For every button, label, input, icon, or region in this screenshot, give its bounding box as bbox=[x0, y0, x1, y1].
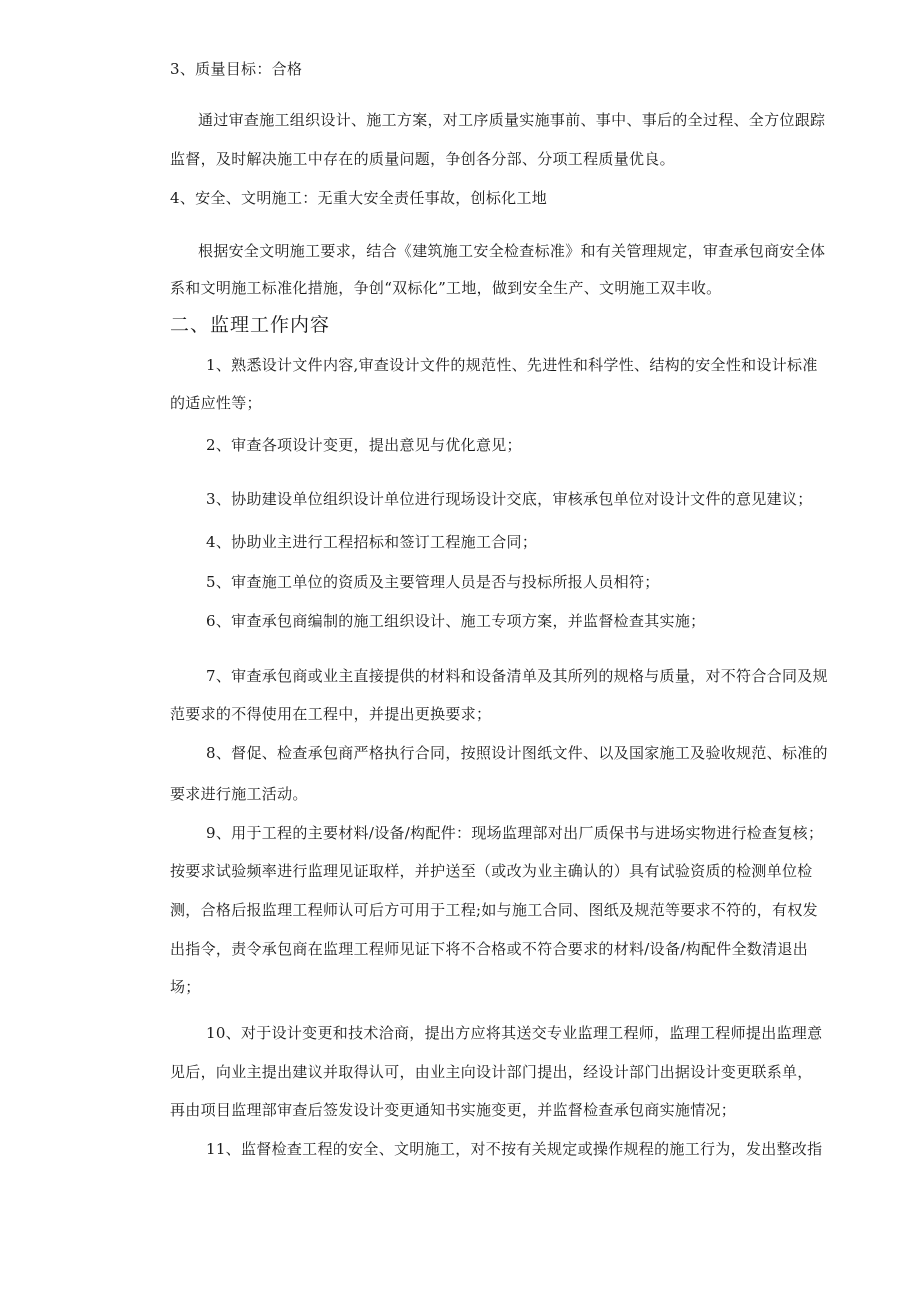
item-3-line: 3、协助建设单位组织设计单位进行现场设计交底，审核承包单位对设计文件的意见建议； bbox=[206, 490, 813, 508]
item-11-line: 11、监督检查工程的安全、文明施工，对不按有关规定或操作规程的施工行为，发出整改指 bbox=[206, 1140, 823, 1158]
item-6-line: 6、审查承包商编制的施工组织设计、施工专项方案，并监督检查其实施； bbox=[206, 612, 706, 630]
item-7-line: 7、审查承包商或业主直接提供的材料和设备清单及其所列的规格与质量，对不符合合同及规 bbox=[206, 667, 828, 685]
item-4-line: 4、协助业主进行工程招标和签订工程施工合同； bbox=[206, 533, 538, 551]
item-5-line: 5、审查施工单位的资质及主要管理人员是否与投标所报人员相符； bbox=[206, 573, 660, 591]
item-1-line: 1、熟悉设计文件内容,审查设计文件的规范性、先进性和科学性、结构的安全性和设计标准 bbox=[206, 356, 818, 374]
section-4-title: 4、安全、文明施工：无重大安全责任事故，创标化工地 bbox=[170, 189, 548, 207]
item-9-line: 测，合格后报监理工程师认可后方可用于工程;如与施工合同、图纸及规范等要求不符的，有权发 bbox=[170, 901, 818, 919]
section-4-paragraph-line: 系和文明施工标准化措施，争创“双标化”工地，做到安全生产、文明施工双丰收。 bbox=[170, 279, 722, 297]
item-9-line: 9、用于工程的主要材料/设备/构配件：现场监理部对出厂质保书与进场实物进行检查复核； bbox=[206, 824, 824, 842]
item-7-line: 范要求的不得使用在工程中，并提出更换要求； bbox=[170, 705, 492, 723]
item-8-line: 8、督促、检查承包商严格执行合同，按照设计图纸文件、以及国家施工及验收规范、标准的 bbox=[206, 744, 828, 762]
item-8-line: 要求进行施工活动。 bbox=[170, 785, 308, 803]
section-3-paragraph-line: 监督，及时解决施工中存在的质量问题，争创各分部、分项工程质量优良。 bbox=[170, 150, 675, 168]
section-3-title: 3、质量目标：合格 bbox=[170, 60, 303, 78]
item-10-line: 见后，向业主提出建议并取得认可，由业主向设计部门提出，经设计部门出据设计变更联系单， bbox=[170, 1063, 813, 1081]
item-10-line: 再由项目监理部审查后签发设计变更通知书实施变更，并监督检查承包商实施情况； bbox=[170, 1101, 737, 1119]
item-10-line: 10、对于设计变更和技术洽商，提出方应将其送交专业监理工程师，监理工程师提出监理意 bbox=[206, 1024, 823, 1042]
item-1-line: 的适应性等； bbox=[170, 394, 262, 412]
section-3-paragraph-line: 通过审查施工组织设计、施工方案，对工序质量实施事前、事中、事后的全过程、全方位跟踪 bbox=[198, 111, 826, 129]
item-9-line: 场； bbox=[170, 978, 201, 996]
item-9-line: 出指令，责令承包商在监理工程师见证下将不合格或不符合要求的材料/设备/构配件全数清退出 bbox=[170, 940, 809, 958]
section-4-paragraph-line: 根据安全文明施工要求，结合《建筑施工安全检查标准》和有关管理规定，审查承包商安全体 bbox=[198, 242, 826, 260]
section-heading-supervision-content: 二、监理工作内容 bbox=[170, 314, 331, 336]
item-2-line: 2、审查各项设计变更，提出意见与优化意见； bbox=[206, 436, 522, 454]
item-9-line: 按要求试验频率进行监理见证取样，并护送至（或改为业主确认的）具有试验资质的检测单位检 bbox=[170, 862, 813, 880]
